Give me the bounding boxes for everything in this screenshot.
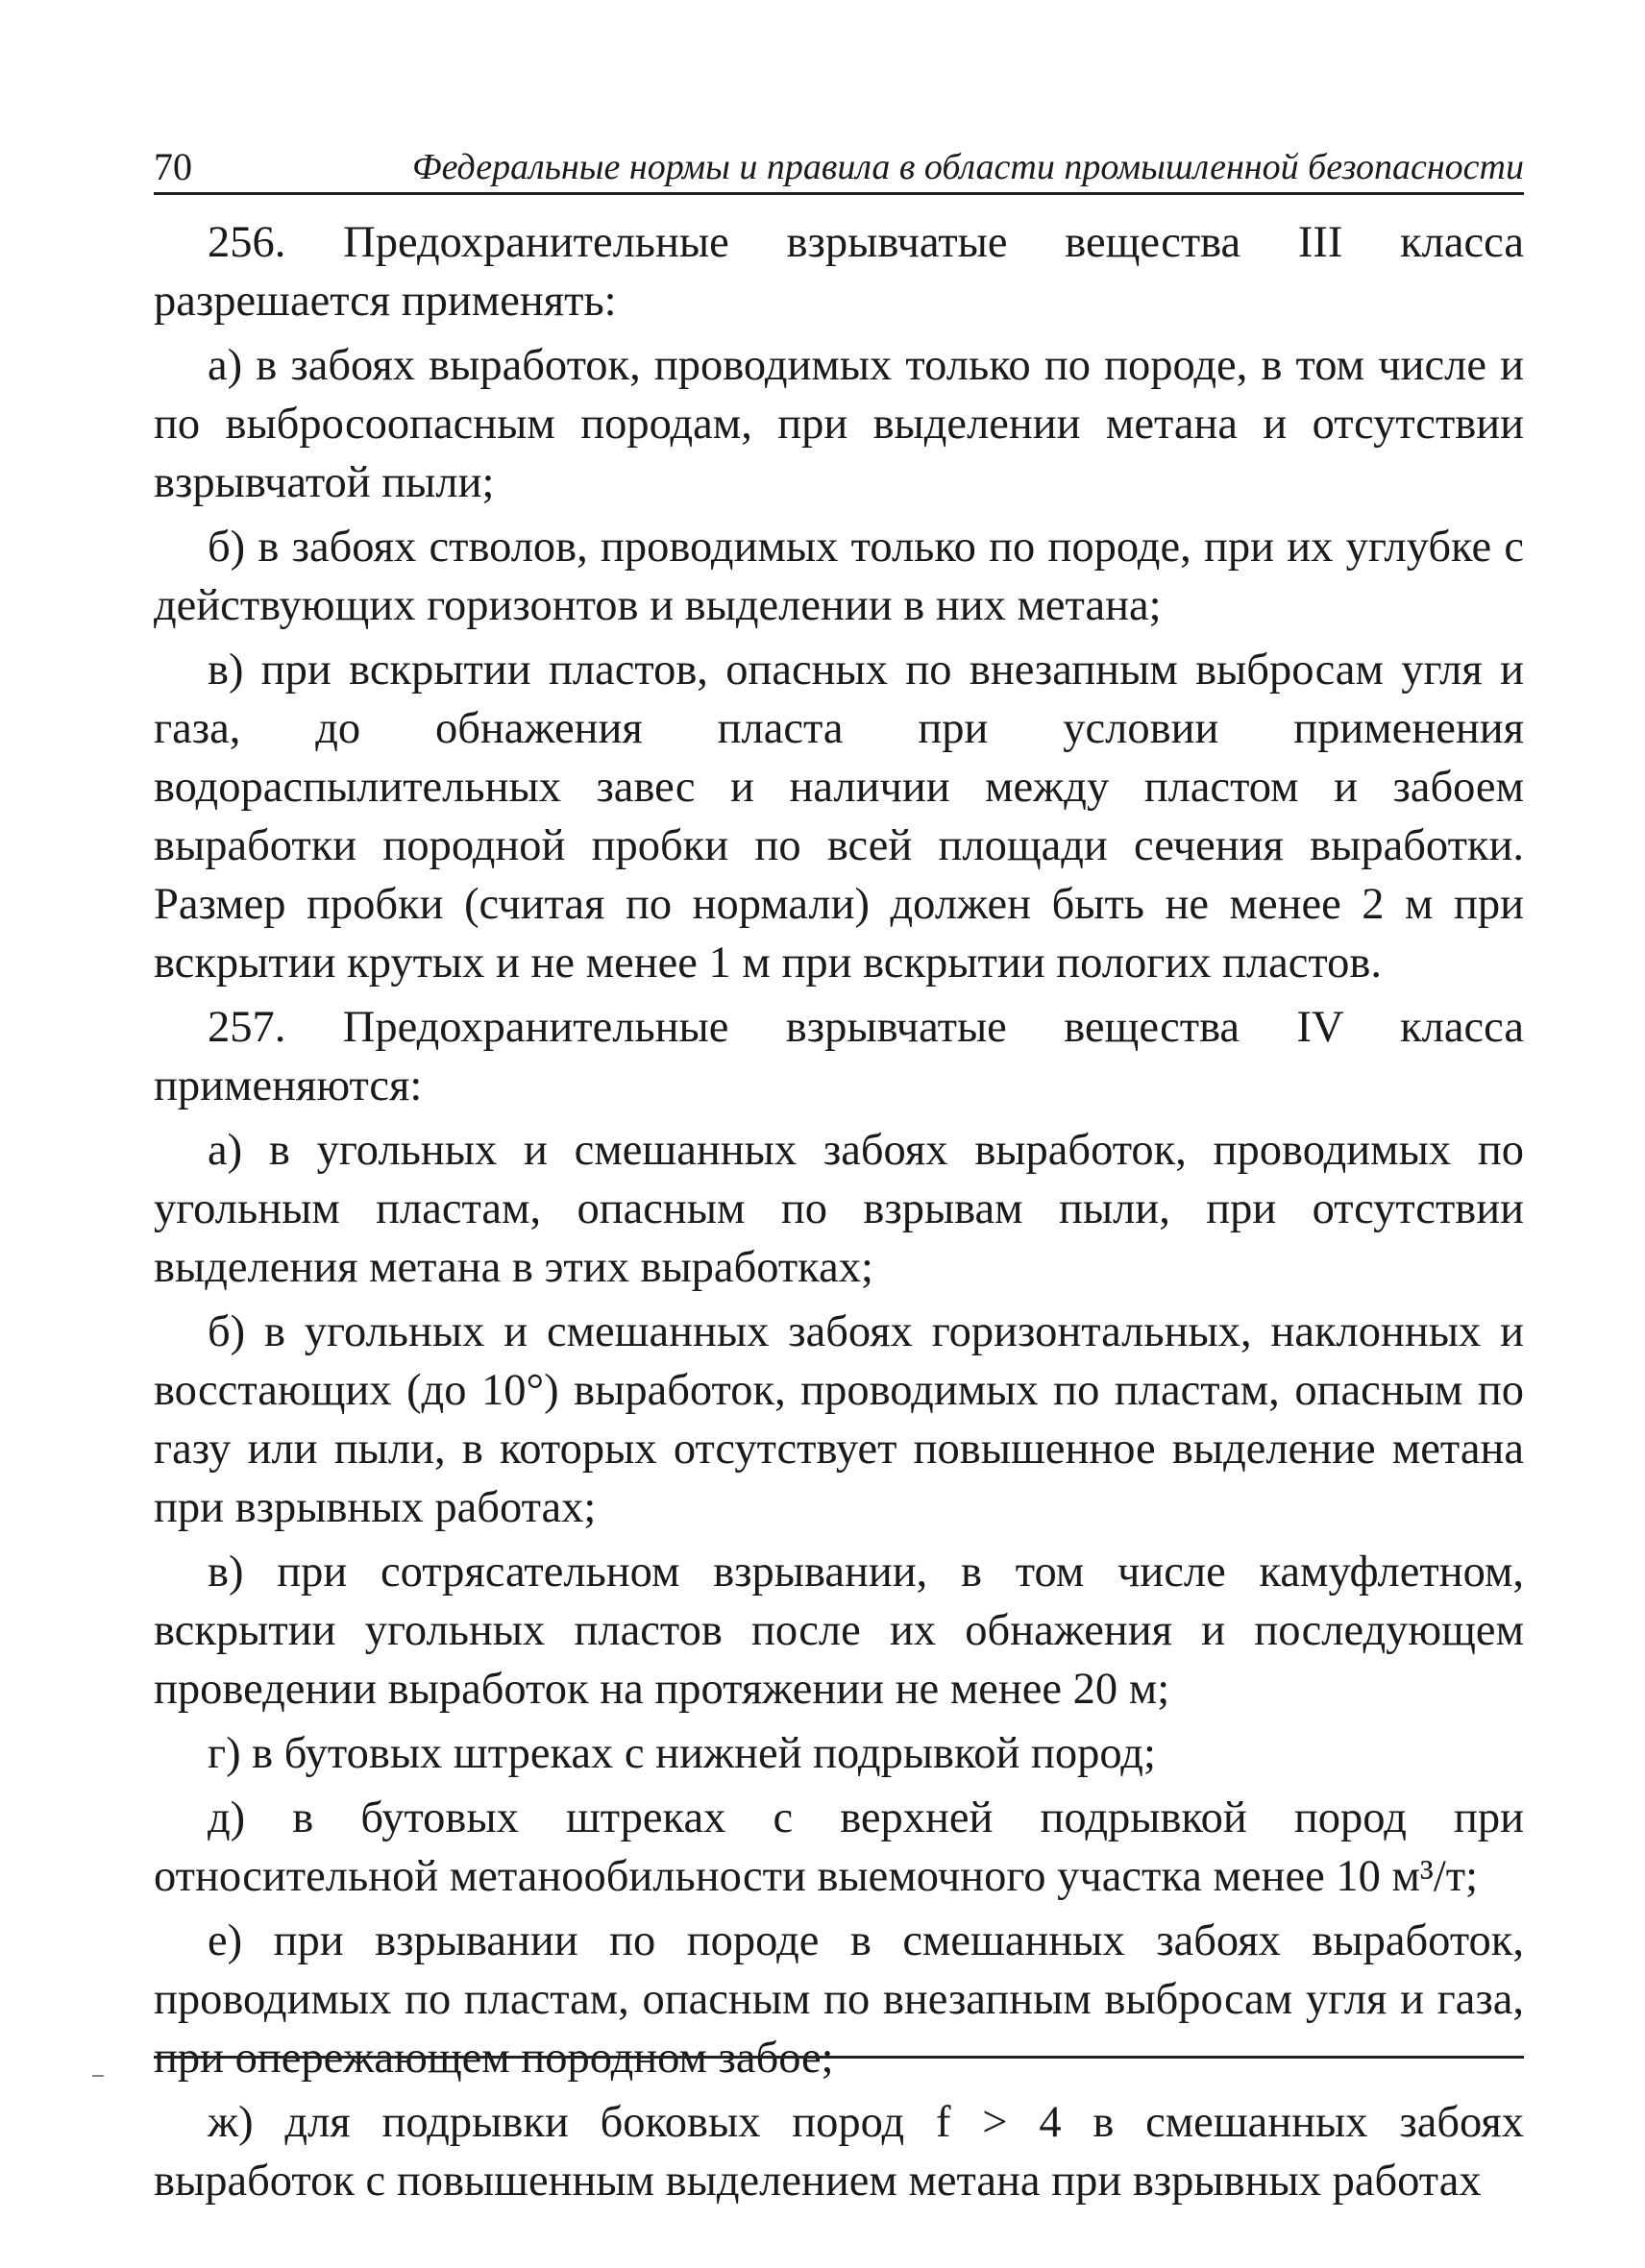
paragraph-256-a: а) в забоях выработок, проводимых только по породе, в том числе и по выбросоопасным породам, при выделении метана и отсутствии взрывчатой пыли; (154, 341, 1524, 507)
body-text (154, 213, 1524, 2216)
page-number: 70 (154, 145, 192, 188)
footer-rule (154, 2056, 1524, 2059)
running-title: Федеральные нормы и правила в области промышленной безопасности (412, 147, 1524, 187)
margin-mark (92, 2075, 104, 2077)
page-header (154, 142, 1524, 195)
paragraph-257-e: е) при взрывании по породе в смешанных забоях выработок, проводимых по пластам, опасным по внезапным выбросам угля и газа, при опережающем породном забое; (154, 1916, 1524, 2083)
paragraph-257-v: в) при сотрясательном взрывании, в том числе камуфлетном, вскрытии угольных пластов после их обнажения и последующем проведении выработок на протяжении не менее 20 м; (154, 1548, 1524, 1714)
paragraph-256-b: б) в забоях стволов, проводимых только по породе, при их углубке с действующих горизонтов и выделении в них метана; (154, 523, 1524, 630)
paragraph-257-zh: ж) для подрывки боковых пород f > 4 в смешанных забоях выработок с повышенным выделением метана при взрывных работах (154, 2098, 1524, 2206)
paragraph-257-intro: 257. Предохранительные взрывчатые вещества IV класса применяются: (154, 1003, 1524, 1110)
paragraph-257-g: г) в бутовых штреках с нижней подрывкой пород; (208, 1729, 1156, 1778)
paragraph-257-a: а) в угольных и смешанных забоях выработок, проводимых по угольным пластам, опасным по взрывам пыли, при отсутствии выделения метана в этих выработках; (154, 1126, 1524, 1292)
paragraph-256-intro: 256. Предохранительные взрывчатые вещества III класса разрешается применять: (154, 218, 1524, 326)
paragraph-257-b: б) в угольных и смешанных забоях горизонтальных, наклонных и восстающих (до 10°) выработок, проводимых по пластам, опасным по газу или пыли, в которых отсутствует повышенное выделение метана при взрывных работах; (154, 1307, 1524, 1532)
paragraph-257-d: д) в бутовых штреках с верхней подрывкой пород при относительной метанообильности выемочного участка менее 10 м³/т; (154, 1793, 1524, 1901)
paragraph-256-v: в) при вскрытии пластов, опасных по внезапным выбросам угля и газа, до обнажения пласта при условии применения водораспылительных завес и наличии между пластом и забоем выработки породной пробки по всей площади сечения выработки. Размер пробки (считая по нормали) должен быть не менее 2 м при вскрытии крутых и не менее 1 м при вскрытии пологих пластов. (154, 646, 1524, 988)
